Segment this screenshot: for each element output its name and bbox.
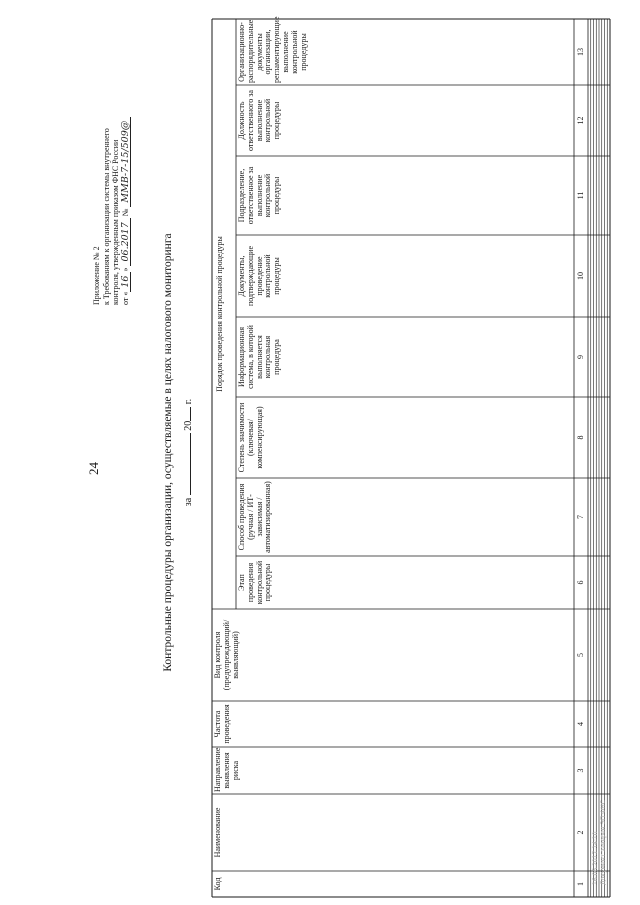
header-stage: Этап проведения контрольной процедуры bbox=[237, 560, 273, 605]
electronic-signature-stamp bbox=[592, 745, 608, 885]
header-procedure-group: Порядок проведения контрольной процедуры bbox=[215, 236, 224, 392]
appendix-line-2: к Требованиям к организации системы внутреннего bbox=[101, 128, 111, 305]
period-year-prefix: 20 bbox=[183, 420, 194, 431]
header-frequency: Частота проведения bbox=[213, 704, 231, 744]
header-control-type: Вид контроля (предупреждающий/ выявляющий) bbox=[213, 619, 240, 691]
header-org-docs: Организационно-распорядительные документы организации, регламентирующие выполнение контрольной процедуры bbox=[237, 16, 308, 83]
page-number: 24 bbox=[86, 462, 101, 475]
header-department: Подразделение, ответственное за выполнение контрольной процедуры bbox=[237, 166, 282, 225]
appendix-line-1: Приложение № 2 bbox=[92, 246, 101, 305]
appendix-line-3: контроля, утвержденным приказом ФНС России bbox=[111, 139, 120, 305]
column-number: 8 bbox=[576, 435, 585, 440]
order-mid: » bbox=[120, 265, 130, 272]
header-documents: Документы, подтверждающие проведение контрольной процедуры bbox=[237, 246, 282, 307]
column-number: 6 bbox=[576, 580, 585, 585]
order-day: 16 bbox=[121, 272, 131, 292]
stamp-line-2: Документ заверен ЭП ФНС bbox=[600, 800, 607, 885]
document-title: Контрольные процедуры организации, осуществляемые в целях налогового мониторинга bbox=[162, 233, 174, 672]
column-number: 9 bbox=[576, 355, 585, 359]
column-number: 12 bbox=[576, 116, 585, 125]
column-number: 3 bbox=[576, 768, 585, 773]
header-name: Наименование bbox=[213, 807, 222, 858]
header-method: Способ проведения (ручная / ИТ-зависимая / автоматизированная) bbox=[237, 481, 273, 553]
column-number: 2 bbox=[576, 830, 585, 835]
period-prefix: за bbox=[183, 497, 194, 507]
column-number: 13 bbox=[576, 48, 585, 56]
order-no: № bbox=[120, 206, 130, 219]
column-number: 4 bbox=[576, 722, 585, 726]
header-position: Должность ответственного за выполнение контрольной процедуры bbox=[237, 90, 282, 151]
column-number: 10 bbox=[576, 272, 585, 280]
header-info-system: Информационная система, в которой выполняется контрольная процедура bbox=[237, 325, 282, 389]
header-risk: Направление выявления риска bbox=[213, 747, 240, 792]
column-number: 5 bbox=[576, 653, 585, 657]
column-number: 7 bbox=[576, 515, 585, 519]
period-suffix: г. bbox=[183, 398, 194, 405]
order-month-year: 06.2017 bbox=[121, 218, 131, 265]
order-ot: от « bbox=[120, 291, 130, 305]
stamp-line-1: 16.06.2017 14:10 bbox=[592, 831, 599, 885]
header-significance: Степень значимости (ключевая/ компенсирующая) bbox=[237, 402, 264, 473]
column-number: 11 bbox=[576, 191, 585, 200]
order-number: ММВ-7-15/509@ bbox=[121, 117, 131, 207]
header-code: Код bbox=[213, 877, 222, 891]
column-number: 1 bbox=[576, 882, 585, 886]
